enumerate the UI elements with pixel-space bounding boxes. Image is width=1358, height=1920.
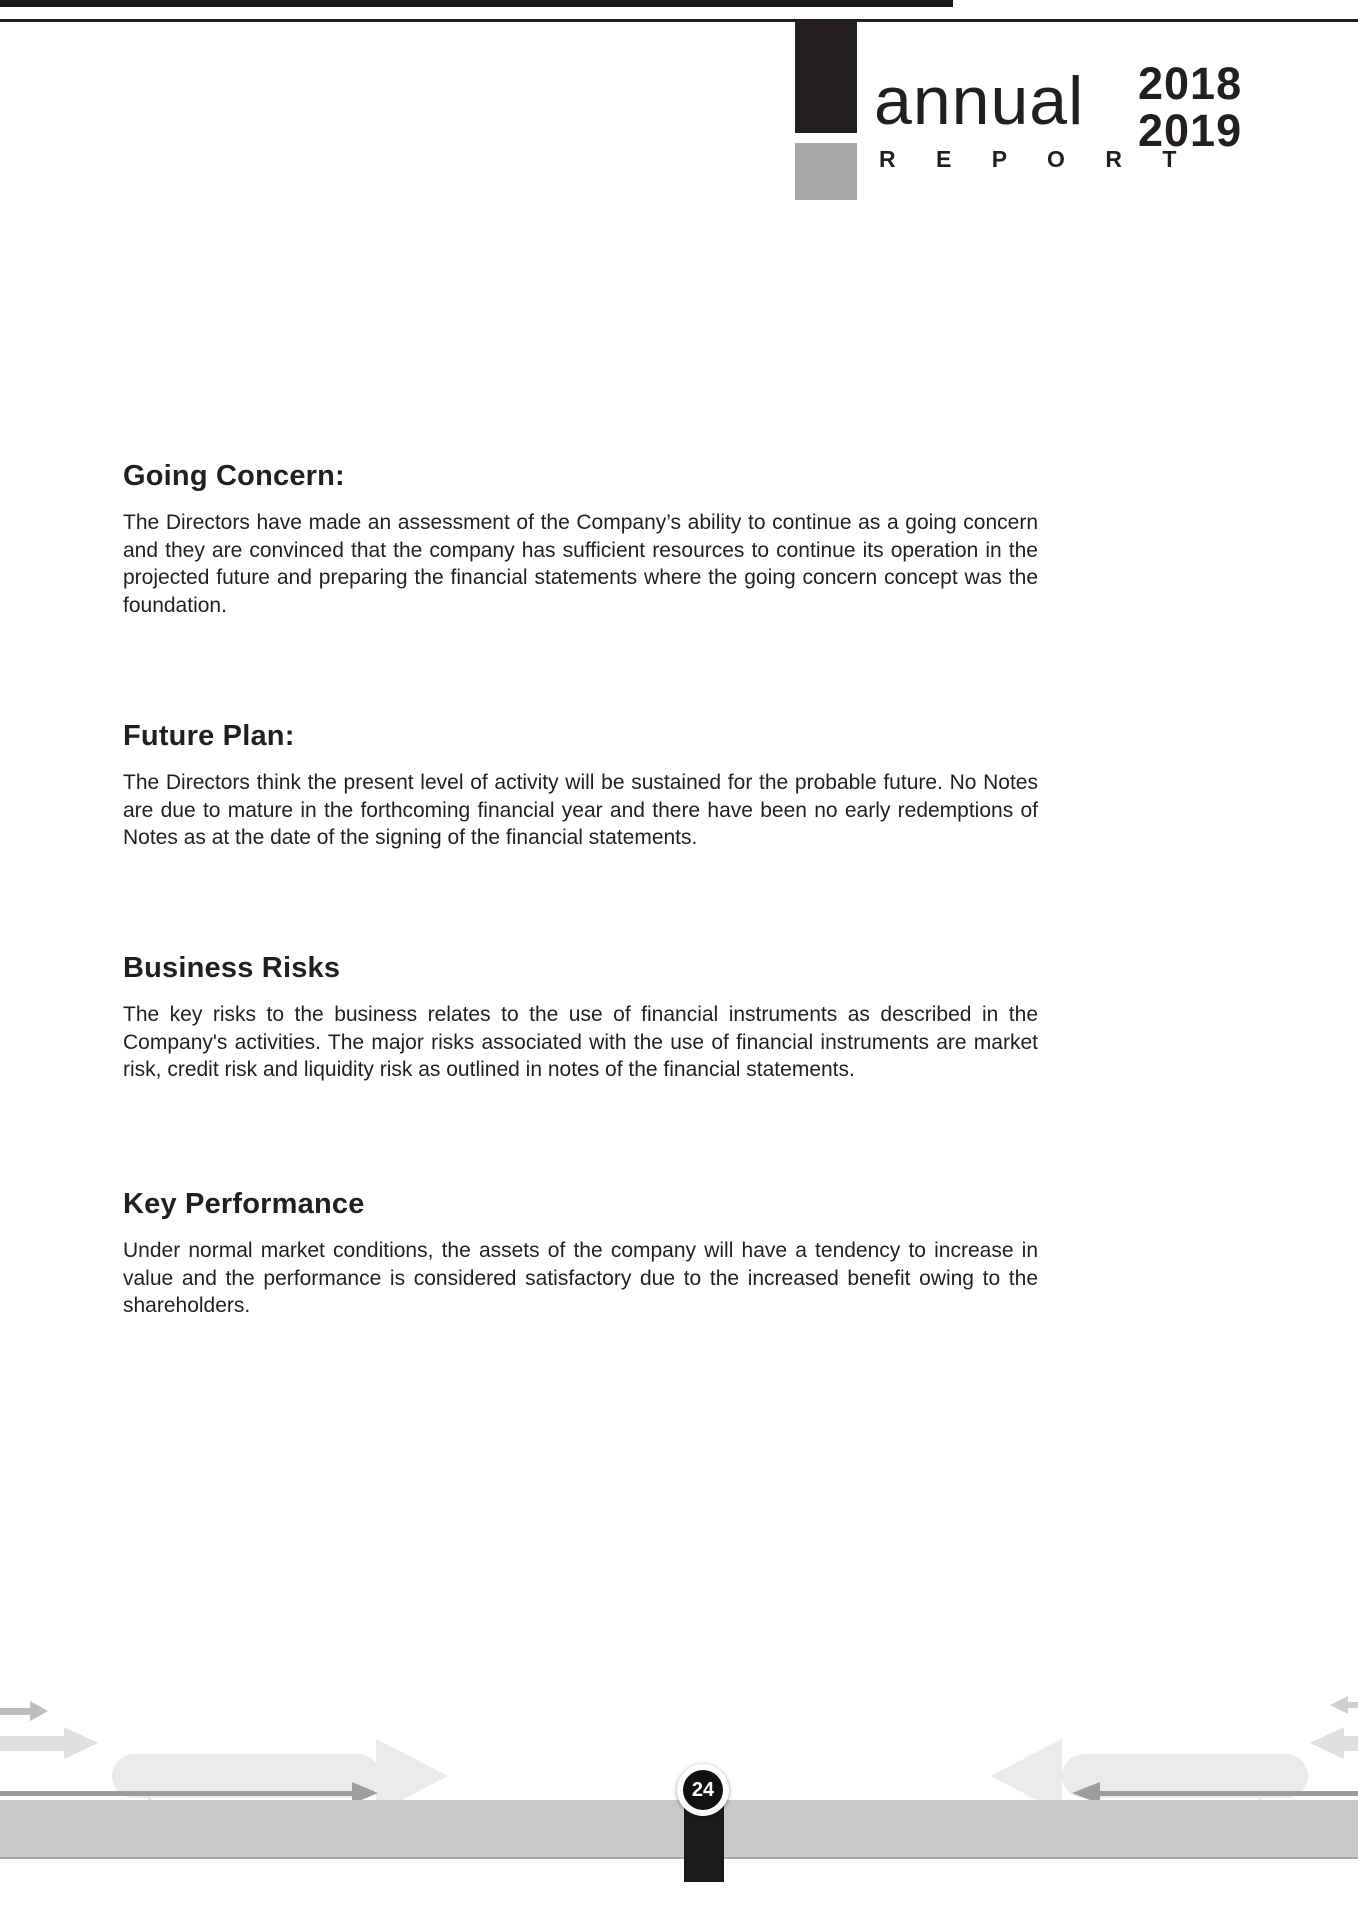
section-key-performance — [123, 1188, 1038, 1320]
section-body-future-plan: The Directors think the present level of activity will be sustained for the probable future. No Notes are due to mature in the forthcoming financial year and there have been no early redemptions of Notes as at the date of the signing of the financial statements. — [123, 771, 1038, 849]
page-number-badge — [677, 1764, 729, 1816]
section-business-risks — [123, 952, 1038, 1084]
left-arrow-icon — [1348, 1702, 1358, 1708]
logo-gray-square — [795, 143, 857, 200]
logo-subtitle: R E P O R T — [879, 146, 1194, 172]
left-arrow-head-icon — [1310, 1727, 1344, 1759]
section-heading-going-concern: Going Concern: — [123, 460, 345, 492]
right-arrow-icon — [0, 1708, 30, 1715]
section-future-plan — [123, 720, 1038, 852]
section-heading-business-risks: Business Risks — [123, 952, 341, 984]
right-arrow-head-icon — [64, 1727, 98, 1759]
logo-year-top: 2018 — [1138, 58, 1243, 109]
logo-black-square — [795, 21, 857, 133]
logo-years — [1138, 60, 1242, 154]
page-number: 24 — [691, 1778, 715, 1801]
footer-band — [0, 1800, 1358, 1859]
top-rule — [0, 19, 1358, 22]
page-number-circle — [683, 1770, 723, 1810]
logo-year-bottom: 2019 — [1138, 105, 1243, 156]
top-black-strip — [0, 0, 953, 7]
right-arrow-icon — [0, 1736, 64, 1751]
left-arrow-icon — [1100, 1791, 1358, 1796]
section-heading-future-plan: Future Plan: — [123, 720, 295, 752]
right-arrow-icon — [0, 1791, 352, 1796]
left-arrow-head-icon — [1330, 1696, 1348, 1714]
logo-title: annual — [874, 63, 1085, 139]
section-body-key-performance: Under normal market conditions, the assets of the company will have a tendency to increase in value and the performance is considered satisfactory due to the increased benefit owing to the shareholders. — [123, 1239, 1038, 1317]
section-going-concern — [123, 460, 1038, 619]
section-heading-key-performance: Key Performance — [123, 1188, 365, 1220]
section-body-going-concern: The Directors have made an assessment of the Company’s ability to continue as a going concern and they are convinced that the company has sufficient resources to continue its operation in the projected future and preparing the financial statements where the going concern concept was the foundation. — [123, 511, 1038, 617]
left-arrow-icon — [1344, 1736, 1358, 1751]
right-arrow-head-icon — [30, 1701, 48, 1721]
section-body-business-risks: The key risks to the business relates to the use of financial instruments as described in the Company's activities. The major risks associated with the use of financial instruments are market risk, credit risk and liquidity risk as outlined in notes of the financial statements. — [123, 1003, 1038, 1081]
